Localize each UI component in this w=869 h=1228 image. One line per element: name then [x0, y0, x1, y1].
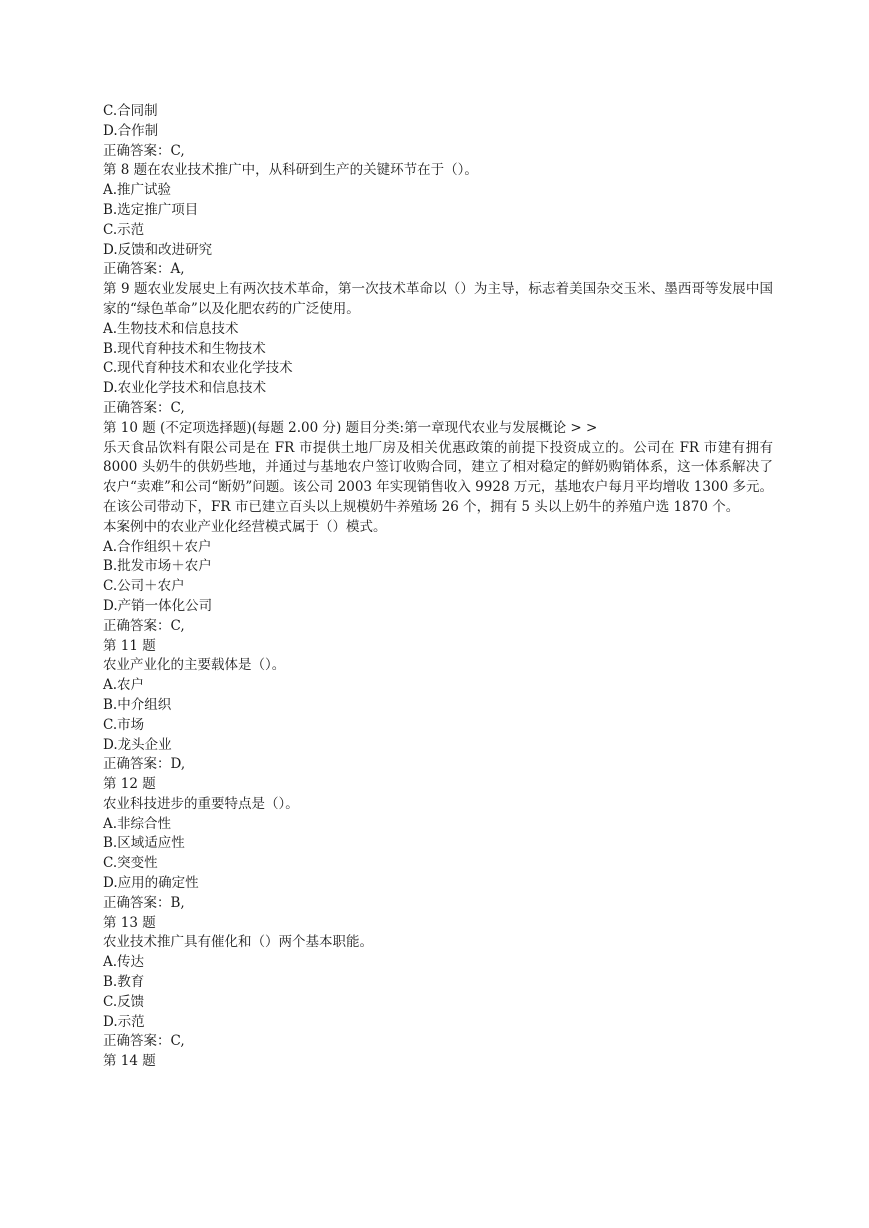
answer-option: D.农业化学技术和信息技术: [103, 380, 267, 397]
answer-option: C.现代育种技术和农业化学技术: [103, 360, 293, 377]
correct-answer: 正确答案：D,: [103, 756, 186, 773]
answer-option: C.公司＋农户: [103, 578, 185, 595]
question-stem: 农业产业化的主要载体是（）。: [103, 657, 286, 674]
question-10-case-text: 乐天食品饮料有限公司是在 FR 市提供土地厂房及相关优惠政策的前提下投资成立的。公司在 FR 市建有拥有 8000 头奶牛的供奶些地，并通过与基地农户签订收购合同，建立了相对稳定的鲜奶购销体系，这一体系解决了农户“卖难”和公司“断奶”问题。该公司 2003 年实现销售收入 9928 万元，基地农户每月平均增收 1300 多元。在该公司带动下，FR 市已建立百头以上规模奶牛养殖场 26 个，拥有 5 头以上奶牛的养殖户选 1870 个。: [103, 439, 773, 515]
answer-option: C.市场: [103, 716, 145, 733]
answer-option: D.应用的确定性: [103, 875, 199, 892]
answer-option: B.现代育种技术和生物技术: [103, 340, 266, 357]
answer-option: D.示范: [103, 1013, 145, 1030]
correct-answer: 正确答案：C,: [103, 617, 185, 634]
answer-option: B.批发市场＋农户: [103, 558, 212, 575]
question-stem: 农业科技进步的重要特点是（）。: [103, 795, 299, 812]
answer-option: A.非综合性: [103, 815, 172, 832]
correct-answer: 正确答案：C,: [103, 399, 185, 416]
answer-option: D.合作制: [103, 122, 159, 139]
answer-option: D.反馈和改进研究: [103, 241, 213, 258]
answer-option: A.农户: [103, 677, 145, 694]
answer-option: A.传达: [103, 954, 145, 971]
answer-option: C.示范: [103, 221, 145, 238]
question-stem: 农业技术推广具有催化和（）两个基本职能。: [103, 934, 373, 951]
question-10-header: 第 10 题 (不定项选择题)(每题 2.00 分) 题目分类:第一章现代农业与发展概论 > >: [103, 419, 598, 436]
answer-option: A.合作组织＋农户: [103, 538, 212, 555]
document-page: [103, 102, 773, 1072]
correct-answer: 正确答案：C,: [103, 1033, 185, 1050]
question-stem: 本案例中的农业产业化经营模式属于（）模式。: [103, 518, 387, 535]
question-number: 第 12 题: [103, 776, 156, 793]
correct-answer: 正确答案：C,: [103, 142, 185, 159]
answer-option: A.推广试验: [103, 182, 172, 199]
answer-option: C.突变性: [103, 855, 158, 872]
correct-answer: 正确答案：A,: [103, 261, 185, 278]
answer-option: B.中介组织: [103, 696, 172, 713]
question-9-stem: 第 9 题农业发展史上有两次技术革命，第一次技术革命以（）为主导，标志着美国杂交玉米、墨西哥等发展中国家的“绿色革命”以及化肥农药的广泛使用。: [103, 281, 773, 317]
question-number: 第 14 题: [103, 1053, 156, 1070]
answer-option: C.合同制: [103, 103, 158, 119]
answer-option: B.选定推广项目: [103, 201, 199, 218]
correct-answer: 正确答案：B,: [103, 894, 185, 911]
answer-option: D.龙头企业: [103, 736, 172, 753]
question-block-7-8: [103, 102, 773, 280]
question-number: 第 8 题在农业技术推广中，从科研到生产的关键环节在于（）。: [103, 162, 478, 179]
question-number: 第 13 题: [103, 914, 156, 931]
answer-option: D.产销一体化公司: [103, 597, 213, 614]
question-block-10-14: [103, 518, 773, 1072]
answer-option: A.生物技术和信息技术: [103, 320, 239, 337]
question-9-options: [103, 320, 773, 419]
answer-option: B.教育: [103, 974, 145, 991]
question-number: 第 11 题: [103, 637, 156, 654]
answer-option: B.区域适应性: [103, 835, 185, 852]
answer-option: C.反馈: [103, 993, 145, 1010]
